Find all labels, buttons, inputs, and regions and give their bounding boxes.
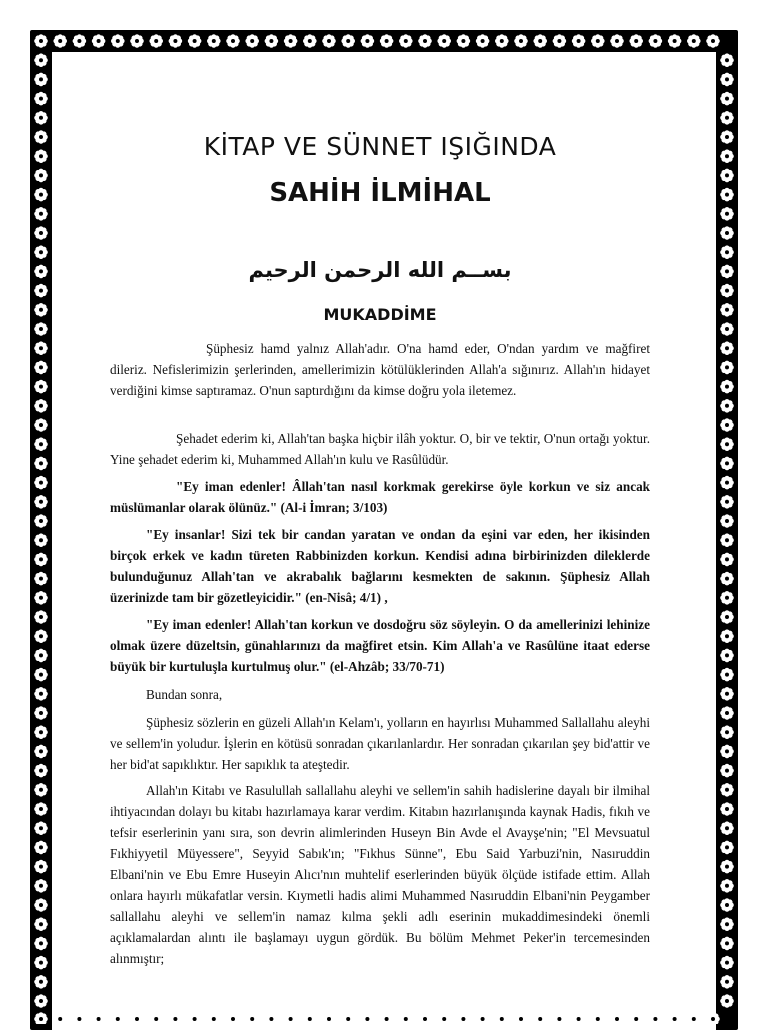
title-line-2: SAHİH İLMİHAL	[269, 178, 491, 208]
basmala-text: بســم الله الرحمن الرحيم	[248, 258, 512, 282]
paragraph-shahada: Şehadet ederim ki, Allah'tan başka hiçbir ilâh yoktur. O, bir ve tektir, O'nun ortağı yoktur. Yine şehadet ederim ki, Muhammed Allah'ın kulu ve Rasûlüdür.	[110, 431, 650, 467]
section-heading: MUKADDİME	[323, 305, 437, 324]
paragraph-sozlerin-guzeli: Şüphesiz sözlerin en güzeli Allah'ın Kelam'ı, yolların en hayırlısı Muhammed Sallallahu aleyhi ve sellem'in yoludur. İşlerin en kötüsü sonradan çıkarılanlardır. Her sonradan çıkarılan şey bid'attir ve her bid'at sapıklıktır. Her sapıklık ta ateştedir.	[110, 715, 650, 772]
paragraph-intro: Şüphesiz hamd yalnız Allah'adır. O'na hamd eder, O'ndan yardım ve mağfiret dileriz. Nefislerimizin şerlerinden, amellerimizin kötülüklerinden Allah'a sığınırız. Allah'ın hidayet verdiğini kimse saptıramaz. O'nun saptırdığını da kimse doğru yola iletemez.	[110, 341, 650, 398]
paragraph-bundan-sonra: Bundan sonra,	[146, 687, 223, 702]
paragraph-verse-nisa: "Ey insanlar! Sizi tek bir candan yaratan ve ondan da eşini var eden, her ikisinden birçok erkek ve kadın türeten Rabbinizden korkun. Kendisi adına birbirinizden dileklerde bulunduğunuz Allah'tan ve akrabalık bağlarını kesmekten de sakının. Şüphesiz Allah üzerinizde tam bir gözetleyicidir." (en-Nisâ; 4/1) ,	[110, 527, 650, 605]
title-line-1: KİTAP VE SÜNNET IŞIĞINDA	[203, 132, 557, 161]
paragraph-verse-ahzab: "Ey iman edenler! Allah'tan korkun ve dosdoğru söz söyleyin. O da amellerinizi lehinize olmak üzere düzeltsin, günahlarınızı da mağfiret etsin. Kim Allah'a ve Rasûlüne itaat ederse büyük bir kurtuluşla kurtulmuş olur." (el-Ahzâb; 33/70-71)	[110, 617, 650, 674]
paragraph-ilmihal-purpose: Allah'ın Kitabı ve Rasulullah sallallahu aleyhi ve sellem'in sahih hadislerine dayalı bir ilmihal ihtiyacından dolayı bu kitabı hazırlamaya karar verdim. Kitabın hazırlanışında kaynak Hadis, fıkıh ve tefsir eserlerinin yanı sıra, son devrin alimlerinden Huseyn Bin Avde el Avayşe'nin; "El Mevsuatul Fıkhiyyetil Müyessere", Seyyid Sabık'ın; "Fıkhus Sünne", Ebu Said Yarbuzi'nin, Nasıruddin Elbani'nin ve Ebu Emre Huseyin Alıcı'nın muhtelif eserlerinden büyük ölçüde istifade ettim. Allah onlara hayırlı mükafatlar versin. Kıymetli hadis alimi Muhammed Nasıruddin Elbani'nin Peygamber sallallahu aleyhi ve sellem'in namaz kılma şekli adlı eserinin mukaddimesindeki önemli açıklamalardan alıntı ile başlamayı uygun gördük. Bu bölüm Mehmet Peker'in tercemesinden alınmıştır;	[110, 783, 650, 966]
paragraph-verse-al-imran: "Ey iman edenler! Âllah'tan nasıl korkmak gerekirse öyle korkun ve siz ancak müslümanlar olarak ölünüz." (Al-i İmran; 3/103)	[110, 479, 650, 515]
